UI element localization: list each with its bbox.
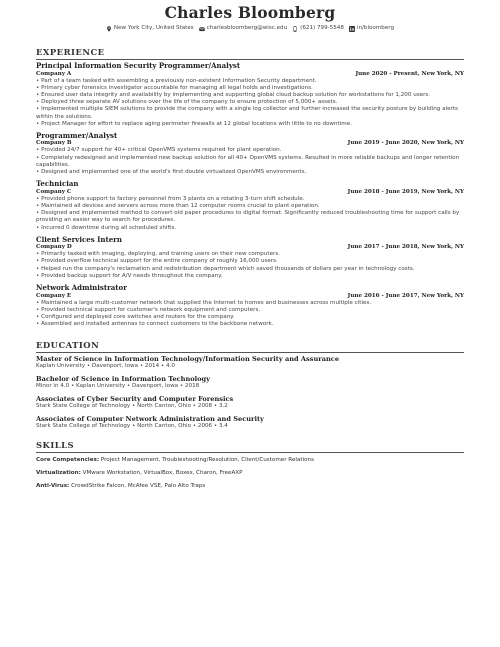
education-detail: Stark State College of Technology • North Canton, Ohio • 2008 • 3.2	[36, 403, 228, 410]
skill-line	[36, 457, 464, 464]
envelope-icon	[199, 26, 205, 32]
job-bullet: • Designed and implemented method to convert old paper procedures to digital format. Significantly reduced troubleshooting time for support calls by providing an easier way to search for procedures.	[36, 210, 460, 224]
job-company: Company B	[36, 140, 72, 147]
job-bullet: • Implemented multiple SIEM solutions to provide the company with a single log collector and further increased the security posture by building alerts within the solutions.	[36, 106, 458, 120]
job-bullet: • Maintained all devices and servers across more than 12 computer rooms crucial to plant operation.	[36, 202, 320, 209]
job-dates: June 2019 - June 2020, New York, NY	[347, 140, 464, 147]
contact-phone[interactable]: (621) 799-5548	[292, 24, 344, 33]
job-meta	[36, 189, 464, 196]
education-detail: Minor in 4.0 • Kaplan University • Davenport, Iowa • 2018	[36, 383, 200, 390]
linkedin-icon	[349, 26, 355, 32]
job-bullet: • Ensured user data integrity and availability by implementing and supporting global cloud backup solution for workstations for 1,200 users.	[36, 91, 431, 98]
job-bullet: • Provided technical support for customer's network equipment and computers.	[36, 306, 261, 313]
job-bullet: • Provided backup support for A/V needs throughout the company.	[36, 272, 223, 279]
job-title: Client Services Intern	[36, 234, 122, 244]
skills-heading: SKILLS	[36, 440, 75, 451]
job-bullet: • Primary cyber forensics investigator accountable for managing all legal holds and investigations.	[36, 84, 313, 91]
skill-line	[36, 483, 464, 490]
job-company: Company E	[36, 292, 72, 299]
location-pin-icon	[106, 26, 112, 32]
job-title: Technician	[36, 179, 79, 189]
job-title: Network Administrator	[36, 283, 127, 293]
job-entry	[36, 62, 464, 128]
skills-section	[36, 440, 464, 490]
job-bullet: • Provided overflow technical support for the entire company of roughly 16,000 users.	[36, 258, 278, 265]
job-bullet: • Provided 24/7 support for 40+ critical OpenVMS systems required for plant operation.	[36, 147, 282, 154]
skill-label: Core Competencies:	[36, 457, 100, 464]
experience-section	[36, 47, 464, 328]
education-entry	[36, 375, 464, 390]
job-dates: June 2017 - June 2018, New York, NY	[347, 244, 464, 251]
job-meta	[36, 71, 464, 78]
candidate-name: Charles Bloomberg	[164, 3, 336, 22]
job-bullet: • Project Manager for effort to replace aging perimeter firewalls at 12 global locations with little to no downtime.	[36, 120, 352, 127]
education-degree: Associates of Cyber Security and Computer Forensics	[36, 395, 234, 404]
job-title: Principal Information Security Programmer/Analyst	[36, 61, 241, 70]
job-entry	[36, 236, 464, 280]
job-bullet: • Maintained a large multi-customer network that supplied the Internet to homes and businesses across multiple cities.	[36, 299, 372, 306]
job-bullet: • Provided phone support to factory personnel from 3 plants on a rotating 3-turn shift schedule.	[36, 195, 305, 202]
job-dates: June 2016 - June 2017, New York, NY	[347, 292, 464, 299]
job-meta	[36, 244, 464, 251]
education-entry	[36, 355, 464, 370]
job-dates: June 2018 - June 2019, New York, NY	[347, 188, 464, 195]
education-degree: Associates of Computer Network Administration and Security	[36, 415, 264, 424]
job-bullet: • Helped run the company's reclamation and redistribution department which saved thousands of dollars per year in technology costs.	[36, 265, 415, 272]
section-divider	[36, 352, 464, 353]
education-degree: Master of Science in Information Technology/Information Security and Assurance	[36, 355, 340, 364]
job-bullet: • Part of a team tasked with assembling a previously non-existent Information Security department.	[36, 77, 317, 84]
job-dates: June 2020 - Present, New York, NY	[355, 70, 464, 77]
education-entry	[36, 395, 464, 410]
skill-value: Project Management, Troubleshooting/Resolution, Client/Customer Relations	[100, 457, 314, 464]
skill-label: Virtualization:	[36, 470, 81, 477]
skill-value: VMware Workstation, VirtualBox, Boxes, Charon, FreeAXP	[82, 470, 243, 477]
job-bullet: • Incurred 0 downtime during all scheduled shifts.	[36, 224, 177, 231]
job-title: Programmer/Analyst	[36, 130, 118, 140]
phone-icon	[292, 26, 298, 32]
skill-label: Anti-Virus:	[36, 483, 70, 490]
contact-email[interactable]: charlesbloomberg@wisc.edu	[199, 24, 287, 33]
education-detail: Stark State College of Technology • North Canton, Ohio • 2006 • 3.4	[36, 423, 228, 430]
education-degree: Bachelor of Science in Information Technology	[36, 375, 210, 384]
experience-heading: EXPERIENCE	[36, 47, 105, 57]
skill-line	[36, 470, 464, 477]
education-entry	[36, 415, 464, 430]
contact-location: New York City, United States	[106, 24, 194, 33]
contact-line	[36, 24, 464, 33]
job-meta	[36, 140, 464, 147]
section-divider	[36, 452, 464, 453]
job-company: Company D	[36, 244, 72, 251]
education-section	[36, 340, 464, 430]
job-bullet: • Completely redesigned and implemented new backup solution for all 40+ OpenVMS systems. Resulted in more reliable backups and longer retention capabilities.	[36, 154, 460, 168]
education-heading: EDUCATION	[36, 340, 100, 351]
job-entry	[36, 180, 464, 232]
job-bullet: • Deployed three separate AV solutions over the life of the company to ensure protection of 5,000+ assets.	[36, 99, 338, 106]
job-bullet: • Primarily tasked with imaging, deploying, and training users on their new computers.	[36, 251, 281, 258]
job-company: Company A	[36, 70, 72, 77]
education-detail: Kaplan University • Davenport, Iowa • 2014 • 4.0	[36, 363, 175, 370]
job-entry	[36, 284, 464, 328]
job-meta	[36, 293, 464, 300]
section-divider	[36, 59, 464, 60]
job-bullet: • Configured and deployed core switches and routers for the company.	[36, 313, 235, 320]
job-company: Company C	[36, 188, 72, 195]
job-bullet: • Assembled and installed antennas to connect customers to the backbone network.	[36, 321, 274, 328]
job-entry	[36, 132, 464, 176]
skill-value: CrowdStrike Falcon, McAfee VSE, Palo Alto Traps	[71, 483, 206, 490]
job-bullet: • Designed and implemented one of the world's first double virtualized OpenVMS environments.	[36, 169, 307, 176]
contact-linkedin[interactable]: in/bloomberg	[349, 24, 394, 33]
